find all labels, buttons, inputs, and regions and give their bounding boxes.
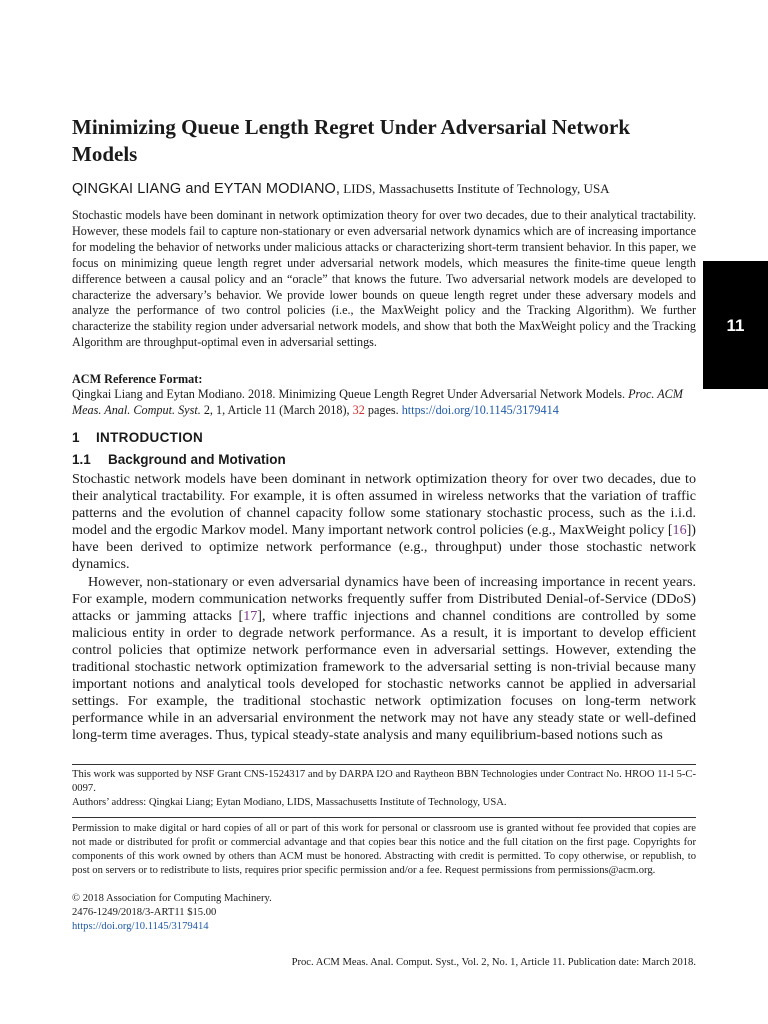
subsection-title: Background and Motivation <box>108 452 286 467</box>
footnote-funding: This work was supported by NSF Grant CNS-1524317 and by DARPA I2O and Raytheon BBN Technologies under Contract No. HROO 11-l 5-C-0097. <box>72 769 696 794</box>
running-footer: Proc. ACM Meas. Anal. Comput. Syst., Vol. 2, No. 1, Article 11. Publication date: March 2018. <box>291 957 696 968</box>
paragraph-2 <box>72 574 696 745</box>
author-line <box>72 180 696 198</box>
acm-reference <box>72 386 696 418</box>
acm-reference-pages-suffix: pages. <box>364 403 402 417</box>
acm-reference-journal: Proc. ACM Meas. Anal. Comput. Syst. <box>72 387 683 417</box>
body-text <box>72 471 696 745</box>
paragraph-2-text-a: However, non-stationary or even adversarial dynamics have been of increasing importance in recent years. For example, modern communication networks frequently suffer from Distributed Denial-of-Service (DDoS) attacks or jamming attacks [ <box>72 573 696 624</box>
acm-reference-doi-link[interactable]: https://doi.org/10.1145/3179414 <box>401 403 559 417</box>
footnote-authors-address: Authors’ address: Qingkai Liang; Eytan Modiano, LIDS, Massachusetts Institute of Technology, USA. <box>72 797 507 808</box>
section-heading <box>72 429 203 446</box>
citation-link-17[interactable]: 17 <box>243 607 258 624</box>
author-names: QINGKAI LIANG and EYTAN MODIANO, <box>72 181 341 197</box>
subsection-number: 1.1 <box>72 452 91 467</box>
article-number-tab <box>703 261 768 389</box>
permission-divider <box>72 817 696 818</box>
issn-line: 2476-1249/2018/3-ART11 $15.00 <box>72 907 217 918</box>
abstract: Stochastic models have been dominant in network optimization theory for over two decades, due to their analytical tractability. However, these models fail to capture non-stationary or even adversarial network dynamics which are of increasing importance for modeling the behavior of networks under malicious attacks or characterizing short-term transient behavior. In this paper, we focus on minimizing queue length regret under adversarial network models, which measures the finite-time queue length difference between a causal policy and an “oracle” that knows the future. Two adversarial network models are developed to characterize the adversary’s behavior. We provide lower bounds on queue length regret under these adversary models and analyze the performance of two control policies (i.e., the MaxWeight policy and the Tracking Algorithm). We further characterize the stability region under adversarial network models, and show that both the MaxWeight policy and the Tracking Algorithm are throughput-optimal even in adversarial settings. <box>72 208 696 350</box>
paragraph-1-text-b: ]) have been derived to optimize network performance (e.g., throughput) under those stochastic network dynamics. <box>72 522 696 573</box>
copyright-line: © 2018 Association for Computing Machinery. <box>72 893 272 904</box>
acm-reference-details: 2, 1, Article 11 (March 2018), <box>200 403 353 417</box>
citation-link-16[interactable]: 16 <box>672 522 687 539</box>
acm-reference-pages-link[interactable]: 32 <box>352 403 365 417</box>
section-number: 1 <box>72 430 80 445</box>
paper-title: Minimizing Queue Length Regret Under Adversarial Network Models <box>72 115 631 166</box>
paragraph-2-text-b: ], where traffic injections and channel conditions are controlled by some malicious entity in order to degrade network performance. As a result, it is important to develop efficient control policies that optimize network performance even in adversarial settings. However, extending the traditional stochastic network optimization framework to the adversarial setting is non-trivial because many important notions and analytical tools developed for stochastic networks cannot be applied in adversarial settings. For example, the traditional stochastic network optimization focuses on long-term network performance while in an adversarial environment the network may not have any steady state or well-defined long-term time averages. Thus, typical steady-state analysis and many equilibrium-based notions such as <box>72 607 696 744</box>
permission-notice: Permission to make digital or hard copies of all or part of this work for personal or classroom use is granted without fee provided that copies are not made or distributed for profit or commercial advantage and that copies bear this notice and the full citation on the first page. Copyrights for components of this work owned by others than ACM must be honored. Abstracting with credit is permitted. To copy otherwise, or republish, to post on servers or to redistribute to lists, requires prior specific permission and/or a fee. Request permissions from permissions@acm.org. <box>72 823 696 876</box>
paragraph-1 <box>72 471 696 574</box>
acm-reference-citation: Qingkai Liang and Eytan Modiano. 2018. Minimizing Queue Length Regret Under Adversarial Network Models. <box>72 387 626 401</box>
author-affiliation: LIDS, Massachusetts Institute of Technology, USA <box>340 181 610 196</box>
article-number: 11 <box>726 316 745 335</box>
subsection-heading <box>72 451 286 468</box>
paragraph-1-text-a: Stochastic network models have been dominant in network optimization theory for over two decades, due to their analytical tractability. For example, it is often assumed in wireless networks that the variation of traffic patterns and the evolution of channel capacity follow some stationary stochastic process, such as the i.i.d. model and the ergodic Markov model. Many important network control policies (e.g., MaxWeight policy [ <box>72 471 696 539</box>
footnote-divider <box>72 764 696 765</box>
acm-reference-heading: ACM Reference Format: <box>72 372 203 386</box>
footnote-doi-link[interactable]: https://doi.org/10.1145/3179414 <box>72 921 209 932</box>
section-title: INTRODUCTION <box>96 430 204 445</box>
